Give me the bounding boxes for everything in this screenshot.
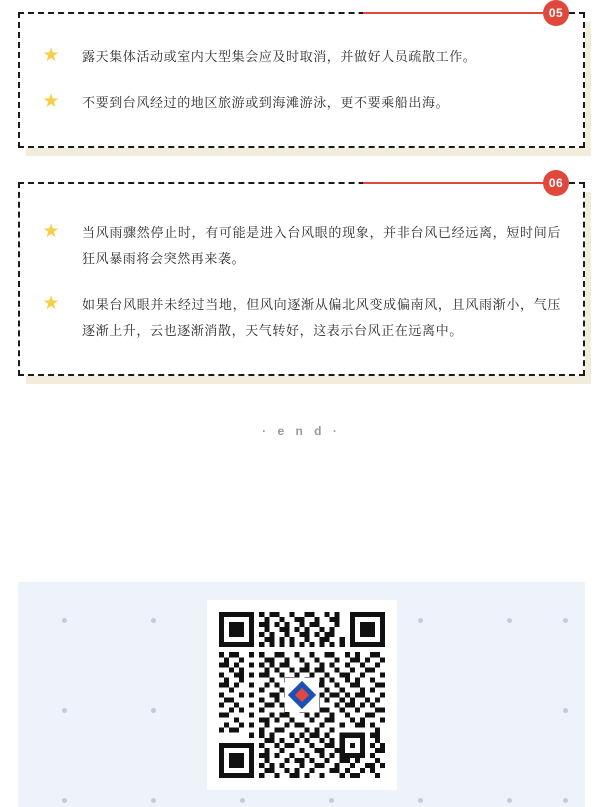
brand-diamond-logo-icon	[285, 678, 319, 712]
card-number-badge-row	[363, 170, 569, 196]
list-item	[42, 292, 561, 344]
list-item-text: 当风雨骤然停止时，有可能是进入台风眼的现象，并非台风已经远离，短时间后狂风暴雨将会突然再来袭。	[82, 225, 561, 266]
dot	[240, 798, 245, 803]
list-item-text: 露天集体活动或室内大型集会应及时取消，并做好人员疏散工作。	[82, 49, 477, 64]
dot	[151, 798, 156, 803]
badge-rule	[363, 182, 543, 184]
dot	[62, 618, 67, 623]
dot	[563, 618, 568, 623]
dot	[418, 618, 423, 623]
footer-panel	[18, 582, 585, 807]
dot	[418, 798, 423, 803]
dot	[151, 708, 156, 713]
dot	[151, 618, 156, 623]
list-item-text: 不要到台风经过的地区旅游或到海滩游泳，更不要乘船出海。	[82, 95, 450, 110]
end-mark: · e n d ·	[262, 424, 341, 438]
dot	[62, 798, 67, 803]
status-badge: 05	[543, 0, 569, 26]
dot	[507, 798, 512, 803]
badge-rule	[363, 12, 543, 14]
list-item	[42, 220, 561, 272]
content-card-06	[18, 176, 585, 376]
dot	[563, 798, 568, 803]
list-item-text: 如果台风眼并未经过当地，但风向逐渐从偏北风变成偏南风，且风雨渐小，气压逐渐上升，云也逐渐消散，天气转好，这表示台风正在远离中。	[82, 297, 561, 338]
dot	[563, 708, 568, 713]
qr-card	[207, 600, 397, 790]
dot	[507, 618, 512, 623]
card-body	[18, 176, 585, 376]
star-icon: ★	[42, 45, 60, 66]
qr-code-icon[interactable]	[219, 612, 385, 778]
list-item	[42, 44, 561, 70]
star-icon: ★	[42, 221, 60, 242]
card-body	[18, 6, 585, 148]
dot	[62, 708, 67, 713]
content-card-05	[18, 6, 585, 148]
status-badge: 06	[543, 170, 569, 196]
card-number-badge-row	[363, 0, 569, 26]
star-icon: ★	[42, 91, 60, 112]
dot	[329, 798, 334, 803]
star-icon: ★	[42, 293, 60, 314]
list-item	[42, 90, 561, 116]
